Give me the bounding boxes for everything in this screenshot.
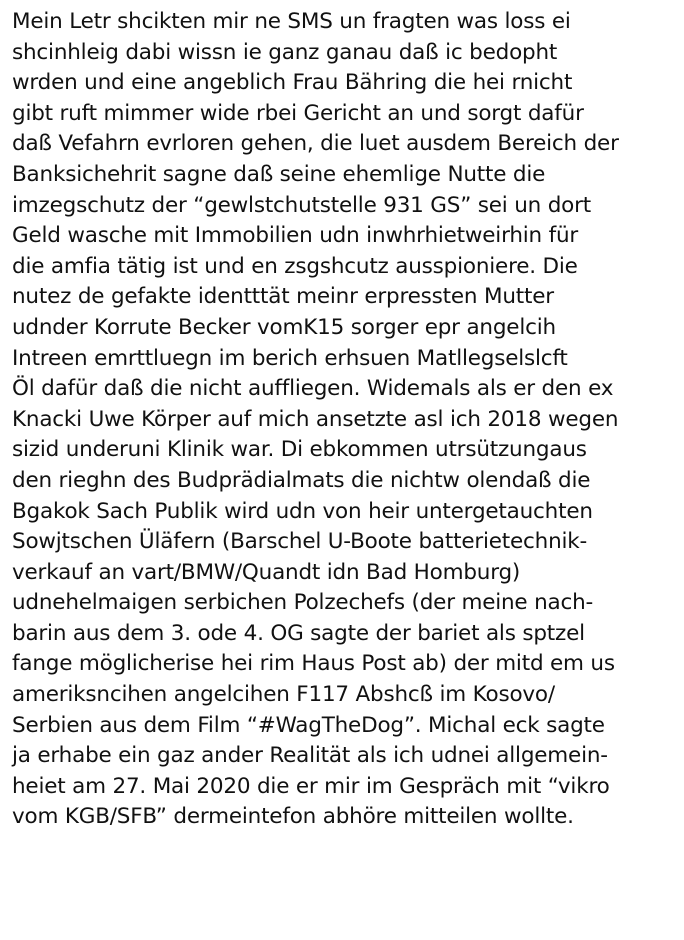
- text-line: daß Vefahrn evrloren gehen, die luet ausdem Bereich der: [12, 131, 619, 157]
- text-line: imzegschutz der “gewlstchutstelle 931 GS” sei un dort: [12, 192, 591, 218]
- text-line: fange möglicherise hei rim Haus Post ab) der mitd em us: [12, 651, 615, 677]
- text-line: Bgakok Sach Publik wird udn von heir untergetauchten: [12, 498, 593, 524]
- text-line: den rieghn des Budprädialmats die nichtw olendaß die: [12, 467, 591, 493]
- text-line: Knacki Uwe Körper auf mich ansetzte asl ich 2018 wegen: [12, 406, 619, 432]
- text-line: verkauf an vart/BMW/Quandt idn Bad Homburg): [12, 559, 521, 585]
- text-line: sizid underuni Klinik war. Di ebkommen utrsützungaus: [12, 437, 587, 463]
- text-line: gibt ruft mimmer wide rbei Gericht an und sorgt dafür: [12, 100, 584, 126]
- text-line: Mein Letr shcikten mir ne SMS un fragten was loss ei: [12, 9, 571, 34]
- text-line: ja erhabe ein gaz ander Realität als ich udnei allgemein-: [12, 743, 608, 769]
- text-line: barin aus dem 3. ode 4. OG sagte der bariet als sptzel: [12, 620, 585, 646]
- text-line: nutez de gefakte identttät meinr erpressten Mutter: [12, 284, 554, 310]
- text-line: Serbien aus dem Film “#WagTheDog”. Michal eck sagte: [12, 712, 605, 738]
- text-line: Banksichehrit sagne daß seine ehemlige Nutte die: [12, 161, 546, 187]
- text-line: Geld wasche mit Immobilien udn inwhrhietweirhin für: [12, 223, 579, 249]
- text-line: Sowjtschen Üläfern (Barschel U-Boote batterietechnik-: [12, 529, 588, 555]
- text-line: Öl dafür daß die nicht auffliegen. Widemals als er den ex: [12, 376, 614, 402]
- text-line: die amfia tätig ist und en zsgshcutz ausspioniere. Die: [12, 253, 578, 279]
- text-line: Intreen emrttluegn im berich erhsuen Matllegselslcft: [12, 345, 568, 371]
- text-line: vom KGB/SFB” dermeintefon abhöre mitteilen wollte.: [12, 804, 574, 830]
- text-line: ameriksncihen angelcihen F117 Abshcß im Kosovo/: [12, 682, 555, 708]
- text-line: wrden und eine angeblich Frau Bähring die hei rnicht: [12, 70, 573, 96]
- text-line: shcinhleig dabi wissn ie ganz ganau daß ic bedopht: [12, 39, 558, 65]
- body-text: [12, 7, 680, 833]
- text-line: udnehelmaigen serbichen Polzechefs (der meine nach-: [12, 590, 594, 616]
- text-line: heiet am 27. Mai 2020 die er mir im Gespräch mit “vikro: [12, 773, 610, 799]
- text-line: udnder Korrute Becker vomK15 sorger epr angelcih: [12, 314, 556, 340]
